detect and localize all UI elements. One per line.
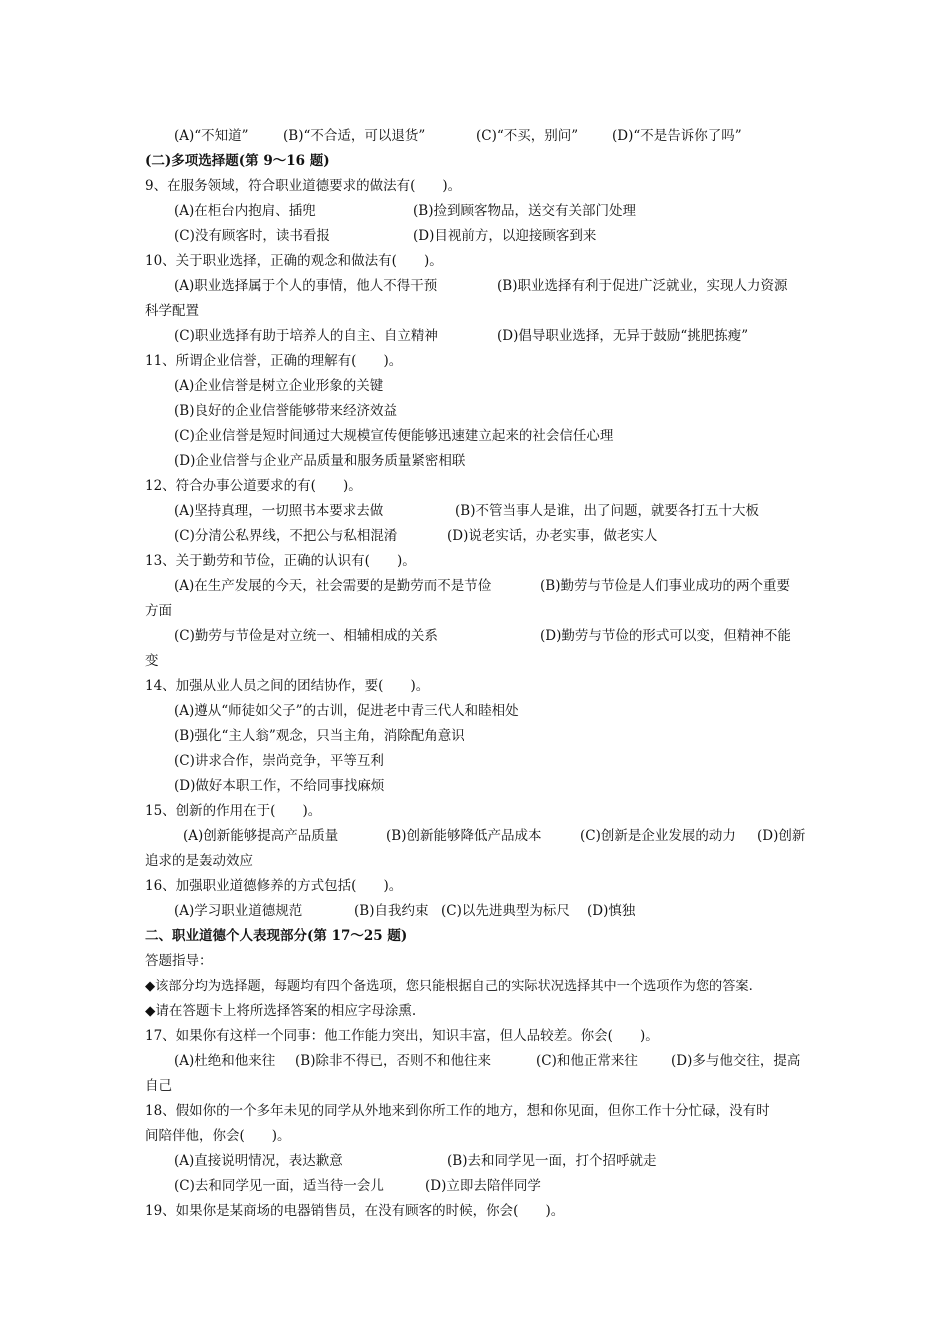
option-a: (A)职业选择属于个人的事情，他人不得干预 [174, 278, 438, 294]
option-a: (A)在生产发展的今天，社会需要的是勤劳而不是节俭 [174, 578, 492, 594]
option-a: (A)杜绝和他来往 [174, 1053, 276, 1069]
option-d: (D)多与他交往，提高 [671, 1053, 801, 1069]
option-b: (B)职业选择有利于促进广泛就业，实现人力资源 [497, 278, 788, 294]
option-b: (B)除非不得已，否则不和他往来 [295, 1053, 491, 1069]
option-b: (B)创新能够降低产品成本 [386, 828, 542, 844]
option-c: (C)去和同学见一面，适当待一会儿 [174, 1178, 384, 1194]
option-d: (D)倡导职业选择，无异于鼓励“挑肥拣瘦” [497, 328, 749, 344]
option-b: (B)捡到顾客物品，送交有关部门处理 [413, 203, 636, 219]
option-a: (A)“不知道” [174, 128, 249, 144]
option-a: (A)学习职业道德规范 [174, 903, 303, 919]
option-d: (D)说老实话，办老实事，做老实人 [447, 528, 658, 544]
option-c: (C)和他正常来往 [536, 1053, 638, 1069]
option-a: (A)创新能够提高产品质量 [183, 828, 339, 844]
option-a: (A)坚持真理，一切照书本要求去做 [174, 503, 384, 519]
option-b: (B)“不合适，可以退货” [283, 128, 426, 144]
option-d: (D)立即去陪伴同学 [425, 1178, 541, 1194]
option-c: (C)没有顾客时，读书看报 [174, 228, 330, 244]
option-b: (B)自我约束 [354, 903, 429, 919]
option-c: (C)勤劳与节俭是对立统一、相辅相成的关系 [174, 628, 438, 644]
option-c: (C)以先进典型为标尺 [441, 903, 570, 919]
option-b: (B)去和同学见一面，打个招呼就走 [447, 1153, 657, 1169]
option-b: (B)不管当事人是谁，出了问题，就要各打五十大板 [455, 503, 759, 519]
option-c: (C)“不买，别问” [476, 128, 579, 144]
option-c: (C)创新是企业发展的动力 [580, 828, 736, 844]
option-a: (A)在柜台内抱肩、插兜 [174, 203, 316, 219]
option-a: (A)直接说明情况，表达歉意 [174, 1153, 343, 1169]
option-d: (D)勤劳与节俭的形式可以变，但精神不能 [540, 628, 791, 644]
option-d: (D)创新 [757, 828, 806, 844]
option-d: (D)慎独 [587, 903, 636, 919]
option-c: (C)职业选择有助于培养人的自主、自立精神 [174, 328, 438, 344]
option-d: (D)目视前方，以迎接顾客到来 [413, 228, 597, 244]
option-d: (D)“不是告诉你了吗” [612, 128, 742, 144]
option-c: (C)分清公私界线，不把公与私相混淆 [174, 528, 398, 544]
option-b: (B)勤劳与节俭是人们事业成功的两个重要 [540, 578, 790, 594]
